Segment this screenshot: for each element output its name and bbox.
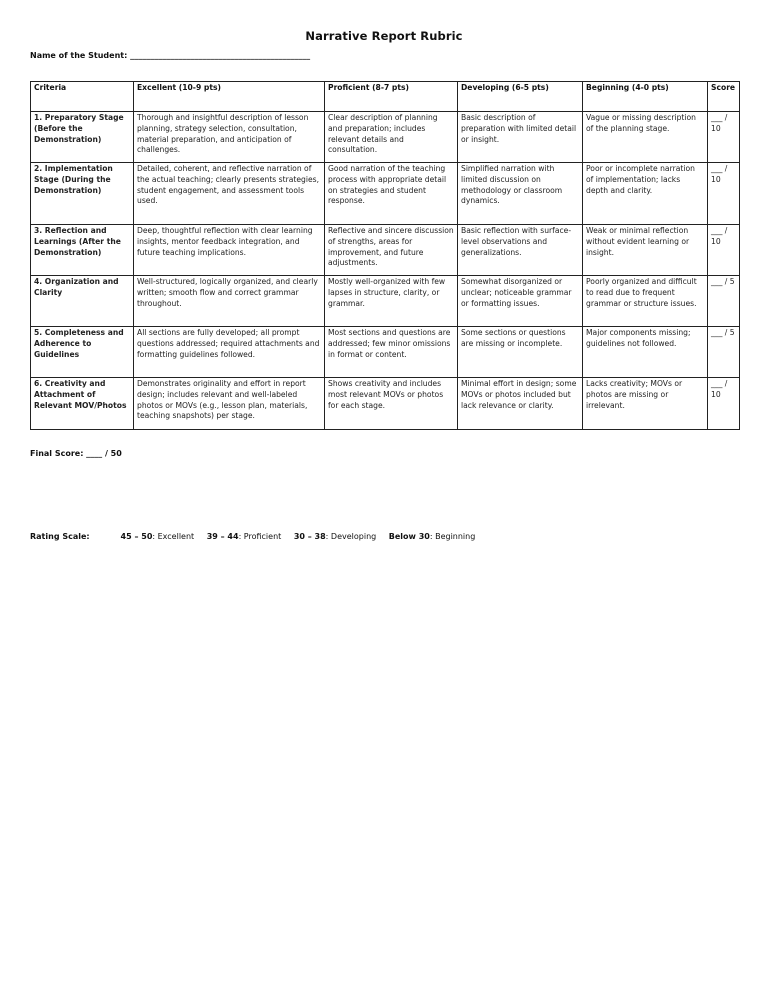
score-cell[interactable]: ___ / 10	[708, 112, 740, 163]
header-score: Score	[708, 82, 740, 112]
rating-scale-label: Rating Scale:	[30, 532, 90, 541]
rating-desc: : Beginning	[429, 532, 476, 541]
rating-item-beginning	[389, 532, 476, 541]
table-row	[31, 225, 740, 276]
score-cell[interactable]: ___ / 5	[708, 327, 740, 378]
developing-cell: Some sections or questions are missing or incomplete.	[458, 327, 583, 378]
developing-cell: Somewhat disorganized or unclear; noticeable grammar or formatting issues.	[458, 276, 583, 327]
excellent-cell: All sections are fully developed; all prompt questions addressed; required attachments and formatting guidelines followed.	[134, 327, 325, 378]
criteria-cell: 5. Completeness and Adherence to Guidelines	[31, 327, 134, 378]
header-criteria: Criteria	[31, 82, 134, 112]
criteria-cell: 4. Organization and Clarity	[31, 276, 134, 327]
score-cell[interactable]: ___ / 10	[708, 163, 740, 225]
page-title: Narrative Report Rubric	[305, 29, 463, 43]
proficient-cell: Shows creativity and includes most relevant MOVs or photos for each stage.	[325, 378, 458, 430]
table-row	[31, 276, 740, 327]
excellent-cell: Detailed, coherent, and reflective narration of the actual teaching; clearly presents strategies, student engagement, and assessment tools used.	[134, 163, 325, 225]
beginning-cell: Lacks creativity; MOVs or photos are missing or irrelevant.	[583, 378, 708, 430]
table-row	[31, 163, 740, 225]
proficient-cell: Most sections and questions are addressed; few minor omissions in format or content.	[325, 327, 458, 378]
rating-range: 39 – 44	[206, 532, 239, 541]
beginning-cell: Weak or minimal reflection without evident learning or insight.	[583, 225, 708, 276]
score-cell[interactable]: ___ / 10	[708, 378, 740, 430]
student-name-label: Name of the Student:	[30, 51, 128, 60]
proficient-cell: Good narration of the teaching process with appropriate detail on strategies and student response.	[325, 163, 458, 225]
beginning-cell: Poorly organized and difficult to read due to frequent grammar or structure issues.	[583, 276, 708, 327]
rating-item-excellent	[121, 532, 195, 541]
rating-range: 45 – 50	[120, 532, 153, 541]
rating-desc: : Proficient	[238, 532, 282, 541]
proficient-cell: Mostly well-organized with few lapses in structure, clarity, or grammar.	[325, 276, 458, 327]
final-score[interactable]: Final Score: ____ / 50	[30, 449, 122, 458]
rubric-table	[30, 81, 740, 430]
score-cell[interactable]: ___ / 5	[708, 276, 740, 327]
excellent-cell: Well-structured, logically organized, and clearly written; smooth flow and correct grammar throughout.	[134, 276, 325, 327]
rating-item-proficient	[207, 532, 282, 541]
score-cell[interactable]: ___ / 10	[708, 225, 740, 276]
excellent-cell: Demonstrates originality and effort in report design; includes relevant and well-labeled photos or MOVs (e.g., lesson plan, materials, teaching snapshots) per stage.	[134, 378, 325, 430]
rating-range: Below 30	[388, 532, 430, 541]
developing-cell: Minimal effort in design; some MOVs or photos included but lack relevance or clarity.	[458, 378, 583, 430]
developing-cell: Simplified narration with limited discussion on methodology or classroom dynamics.	[458, 163, 583, 225]
table-header-row	[31, 82, 740, 112]
developing-cell: Basic description of preparation with limited detail or insight.	[458, 112, 583, 163]
excellent-cell: Thorough and insightful description of lesson planning, strategy selection, consultation, material preparation, and anticipation of challenges.	[134, 112, 325, 163]
rating-item-developing	[294, 532, 376, 541]
student-name-line	[30, 51, 310, 60]
beginning-cell: Vague or missing description of the planning stage.	[583, 112, 708, 163]
rating-range: 30 – 38	[293, 532, 326, 541]
table-row	[31, 327, 740, 378]
proficient-cell: Reflective and sincere discussion of strengths, areas for improvement, and future adjustments.	[325, 225, 458, 276]
criteria-cell: 1. Preparatory Stage (Before the Demonstration)	[31, 112, 134, 163]
header-proficient: Proficient (8-7 pts)	[325, 82, 458, 112]
developing-cell: Basic reflection with surface-level observations and generalizations.	[458, 225, 583, 276]
criteria-cell: 2. Implementation Stage (During the Demonstration)	[31, 163, 134, 225]
table-row	[31, 378, 740, 430]
header-developing: Developing (6-5 pts)	[458, 82, 583, 112]
beginning-cell: Poor or incomplete narration of implementation; lacks depth and clarity.	[583, 163, 708, 225]
table-row	[31, 112, 740, 163]
criteria-cell: 6. Creativity and Attachment of Relevant MOV/Photos	[31, 378, 134, 430]
header-excellent: Excellent (10-9 pts)	[134, 82, 325, 112]
excellent-cell: Deep, thoughtful reflection with clear learning insights, mentor feedback integration, and future teaching implications.	[134, 225, 325, 276]
beginning-cell: Major components missing; guidelines not followed.	[583, 327, 708, 378]
criteria-cell: 3. Reflection and Learnings (After the Demonstration)	[31, 225, 134, 276]
student-name-field[interactable]: _____________________________________________	[130, 51, 311, 60]
rating-desc: : Excellent	[152, 532, 195, 541]
proficient-cell: Clear description of planning and preparation; includes relevant details and consultation.	[325, 112, 458, 163]
header-beginning: Beginning (4-0 pts)	[583, 82, 708, 112]
rating-scale	[30, 532, 485, 541]
rating-desc: : Developing	[325, 532, 377, 541]
